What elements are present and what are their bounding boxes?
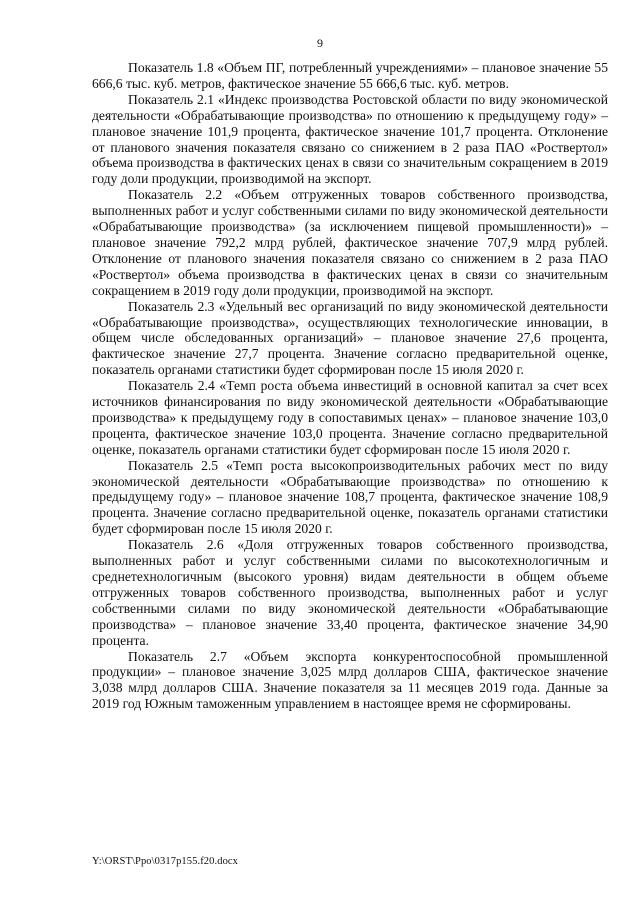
paragraph-indicator-2-4: Показатель 2.4 «Темп роста объема инвестиций в основной капитал за счет всех источников финансирования по виду экономической деятельности «Обрабатывающие производства» к предыдущему году в сопоставимых ценах» – плановое значение 103,0 процента, фактическое значение 103,0 процента. Значение согласно предварительной оценке, показатель органами статистики будет сформирован после 15 июля 2020 г. <box>92 378 608 457</box>
paragraph-indicator-1-8: Показатель 1.8 «Объем ПГ, потребленный учреждениями» – плановое значение 55 666,6 тыс. куб. метров, фактическое значение 55 666,6 тыс. куб. метров. <box>92 60 608 91</box>
paragraph-indicator-2-5: Показатель 2.5 «Темп роста высокопроизводительных рабочих мест по виду экономической деятельности «Обрабатывающие производства» по отношению к предыдущему году» – плановое значение 108,7 процента, фактическое значение 108,9 процента. Значение согласно предварительной оценке, показатель органами статистики будет сформирован после 15 июля 2020 г. <box>92 457 608 537</box>
paragraph-indicator-2-7: Показатель 2.7 «Объем экспорта конкурентоспособной промышленной продукции» – плановое значение 3,025 млрд долларов США, фактическое значение 3,038 млрд долларов США. Значение показателя за 11 месяцев 2019 года. Данные за 2019 год Южным таможенным управлением в настоящее время не сформированы. <box>92 648 608 712</box>
paragraph-indicator-2-6: Показатель 2.6 «Доля отгруженных товаров собственного производства, выполненных работ и услуг собственными силами по высокотехнологичным и среднетехнологичным (высокого уровня) видам деятельности в общем объеме отгруженных товаров собственного производства, выполненных работ и услуг собственными силами по виду экономической деятельности «Обрабатывающие производства» – плановое значение 33,40 процента, фактическое значение 34,90 процента. <box>92 537 608 648</box>
paragraph-indicator-2-1: Показатель 2.1 «Индекс производства Ростовской области по виду экономической деятельности «Обрабатывающие производства» по отношению к предыдущему году» – плановое значение 101,9 процента, фактическое значение 101,7 процента. Отклонение от планового значения показателя связано со снижением в 2 раза ПАО «Роствертол» объема производства в фактических ценах в связи со значительным сокращением в 2019 году доли продукции, производимой на экспорт. <box>92 91 608 187</box>
paragraph-indicator-2-2: Показатель 2.2 «Объем отгруженных товаров собственного производства, выполненных работ и услуг собственными силами по виду экономической деятельности «Обрабатывающие производства» (за исключением пищевой промышленности)» – плановое значение 792,2 млрд рублей, фактическое значение 707,9 млрд рублей. Отклонение от планового значения показателя связано со снижением в 2 раза ПАО «Роствертол» объема производства в фактических ценах в связи со значительным сокращением в 2019 году доли продукции, производимой на экспорт. <box>92 187 608 298</box>
page-number: 9 <box>317 36 323 50</box>
footer-file-path: Y:\ORST\Ppo\0317p155.f20.docx <box>92 856 239 867</box>
paragraph-indicator-2-3: Показатель 2.3 «Удельный вес организаций по виду экономической деятельности «Обрабатывающие производства», осуществляющих технологические инновации, в общем числе обследованных организаций» – плановое значение 27,6 процента, фактическое значение 27,7 процента. Значение согласно предварительной оценке, показатель органами статистики будет сформирован после 15 июля 2020 г. <box>92 298 608 378</box>
document-body <box>92 60 608 712</box>
